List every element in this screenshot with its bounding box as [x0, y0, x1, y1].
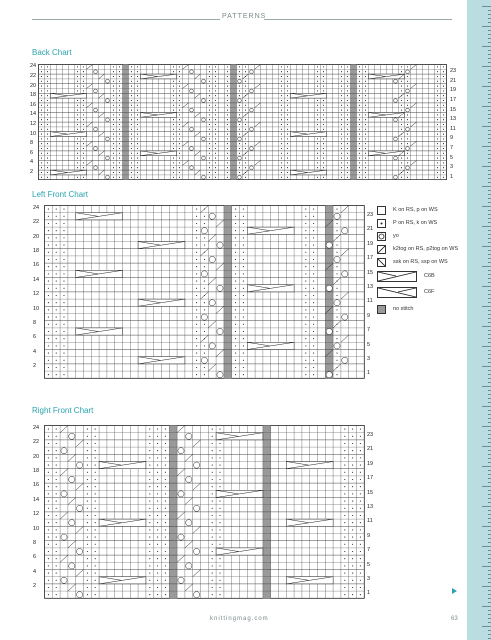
back-chart-grid: [38, 64, 447, 180]
row-number-left: 20: [33, 233, 40, 240]
footer-site: knittingmag.com: [210, 616, 269, 622]
ruler-tick: [482, 26, 491, 27]
legend-label: yo: [393, 233, 399, 239]
row-number-left: 22: [33, 219, 40, 226]
ruler-tick: [482, 206, 491, 207]
row-number-right: 19: [367, 240, 374, 247]
ruler-tick: [482, 306, 491, 307]
row-number-right: 5: [450, 154, 454, 161]
row-number-left: 4: [33, 568, 37, 575]
ruler-tick: [482, 66, 491, 67]
left-front-chart-grid: [44, 205, 365, 379]
row-number-left: 14: [33, 496, 40, 503]
row-number-right: 21: [367, 226, 374, 233]
ruler-tick: [482, 286, 491, 287]
row-number-left: 12: [33, 291, 40, 298]
header-rule-left: [32, 19, 220, 20]
row-number-left: 8: [30, 140, 34, 147]
section-header: [32, 13, 452, 25]
row-number-left: 16: [30, 101, 37, 108]
dot-square-icon: [377, 219, 386, 228]
ruler-tick: [482, 326, 491, 327]
row-number-left: 18: [30, 92, 37, 99]
row-number-right: 21: [367, 446, 374, 453]
ruler-tick: [482, 346, 491, 347]
circle-square-icon: [377, 232, 386, 241]
legend-label: C6B: [424, 273, 435, 279]
ruler-tick: [482, 546, 491, 547]
row-number-left: 6: [30, 149, 34, 156]
ruler-tick: [482, 246, 491, 247]
row-number-right: 13: [367, 503, 374, 510]
row-number-right: 3: [450, 164, 454, 171]
legend-item-c6b: [377, 271, 435, 281]
row-number-right: 21: [450, 77, 457, 84]
cable-front-icon: [377, 287, 417, 298]
row-number-left: 2: [30, 169, 34, 176]
row-number-right: 11: [367, 518, 373, 525]
legend-item-ssk: [377, 257, 448, 267]
row-number-left: 18: [33, 467, 40, 474]
header-rule-right: [264, 19, 452, 20]
row-number-left: 22: [30, 73, 37, 80]
row-number-left: 14: [30, 111, 37, 118]
ruler-tick: [482, 606, 491, 607]
row-number-right: 9: [367, 312, 371, 319]
row-number-left: 2: [33, 583, 37, 590]
legend-item-knit: [377, 205, 438, 215]
row-number-right: 23: [367, 431, 374, 438]
legend-label: K on RS, p on WS: [393, 207, 438, 213]
row-number-right: 3: [367, 575, 371, 582]
row-number-right: 3: [367, 355, 371, 362]
row-number-left: 4: [33, 348, 37, 355]
row-number-right: 7: [367, 327, 371, 334]
legend-label: k2tog on RS, p2tog on WS: [393, 246, 459, 252]
ruler-tick: [482, 106, 491, 107]
cable-back-icon: [377, 271, 417, 282]
legend-item-yo: [377, 231, 399, 241]
legend-label: ssk on RS, ssp on WS: [393, 259, 448, 265]
left-front-chart-title: Left Front Chart: [32, 190, 89, 199]
row-number-right: 5: [367, 561, 371, 568]
row-number-right: 11: [450, 125, 456, 132]
row-number-right: 9: [367, 532, 371, 539]
ruler-tick: [482, 406, 491, 407]
row-number-right: 17: [367, 475, 374, 482]
ruler-tick: [482, 186, 491, 187]
row-number-left: 24: [33, 204, 40, 211]
row-number-right: 7: [367, 547, 371, 554]
row-number-left: 24: [30, 63, 37, 70]
row-number-left: 12: [30, 121, 37, 128]
ruler-tick: [482, 426, 491, 427]
row-number-right: 15: [367, 489, 374, 496]
ruler-tick: [482, 586, 491, 587]
row-number-left: 10: [33, 305, 40, 312]
legend-item-purl: [377, 218, 437, 228]
ruler-tick: [482, 366, 491, 367]
row-number-left: 4: [30, 159, 34, 166]
right-front-chart-grid: [44, 425, 365, 599]
row-number-left: 2: [33, 363, 37, 370]
ruler-tick: [482, 506, 491, 507]
ruler-tick: [482, 6, 491, 7]
row-number-right: 1: [367, 590, 371, 597]
row-number-left: 16: [33, 482, 40, 489]
legend-item-k2tog: [377, 244, 458, 254]
legend-label: no stitch: [393, 306, 414, 312]
row-number-left: 12: [33, 511, 40, 518]
row-number-left: 14: [33, 276, 40, 283]
ruler-tick: [482, 166, 491, 167]
row-number-right: 7: [450, 145, 454, 152]
row-number-right: 19: [450, 87, 457, 94]
side-ruler: [467, 0, 491, 640]
row-number-left: 10: [33, 525, 40, 532]
row-number-left: 18: [33, 247, 40, 254]
ruler-tick: [482, 626, 491, 627]
row-number-right: 15: [367, 269, 374, 276]
left-slash-icon: [377, 258, 386, 267]
legend-label: C6F: [424, 289, 435, 295]
row-number-right: 17: [450, 97, 457, 104]
ruler-tick: [482, 86, 491, 87]
row-number-right: 13: [367, 283, 374, 290]
right-front-chart-title: Right Front Chart: [32, 406, 94, 415]
gray-square-icon: [377, 305, 386, 314]
section-label: PATTERNS: [222, 13, 267, 20]
row-number-left: 20: [33, 453, 40, 460]
row-number-right: 23: [450, 68, 457, 75]
ruler-tick: [482, 226, 491, 227]
row-number-right: 11: [367, 298, 373, 305]
row-number-left: 6: [33, 334, 37, 341]
ruler-tick: [482, 146, 491, 147]
ruler-tick: [482, 566, 491, 567]
back-chart-title: Back Chart: [32, 48, 72, 57]
row-number-right: 5: [367, 341, 371, 348]
row-number-left: 24: [33, 424, 40, 431]
ruler-tick: [482, 486, 491, 487]
row-number-left: 20: [30, 82, 37, 89]
ruler-tick: [482, 466, 491, 467]
blank-square-icon: [377, 206, 386, 215]
row-number-right: 1: [367, 370, 371, 377]
row-number-left: 6: [33, 554, 37, 561]
row-number-left: 8: [33, 319, 37, 326]
row-number-right: 23: [367, 211, 374, 218]
legend-item-nostitch: [377, 304, 413, 314]
legend-label: P on RS, k on WS: [393, 220, 438, 226]
row-number-right: 17: [367, 255, 374, 262]
ruler-tick: [482, 266, 491, 267]
next-page-arrow-icon[interactable]: [452, 588, 457, 594]
right-slash-icon: [377, 245, 386, 254]
legend-item-c6f: [377, 287, 434, 297]
row-number-right: 15: [450, 106, 457, 113]
ruler-tick: [482, 526, 491, 527]
row-number-left: 8: [33, 539, 37, 546]
row-number-left: 10: [30, 130, 37, 137]
row-number-right: 1: [450, 173, 454, 180]
ruler-tick: [482, 386, 491, 387]
row-number-left: 16: [33, 262, 40, 269]
ruler-tick: [482, 126, 491, 127]
row-number-right: 9: [450, 135, 454, 142]
row-number-right: 13: [450, 116, 457, 123]
row-number-left: 22: [33, 439, 40, 446]
page-number: 63: [451, 616, 458, 622]
row-number-right: 19: [367, 460, 374, 467]
ruler-tick: [482, 46, 491, 47]
ruler-tick: [482, 446, 491, 447]
